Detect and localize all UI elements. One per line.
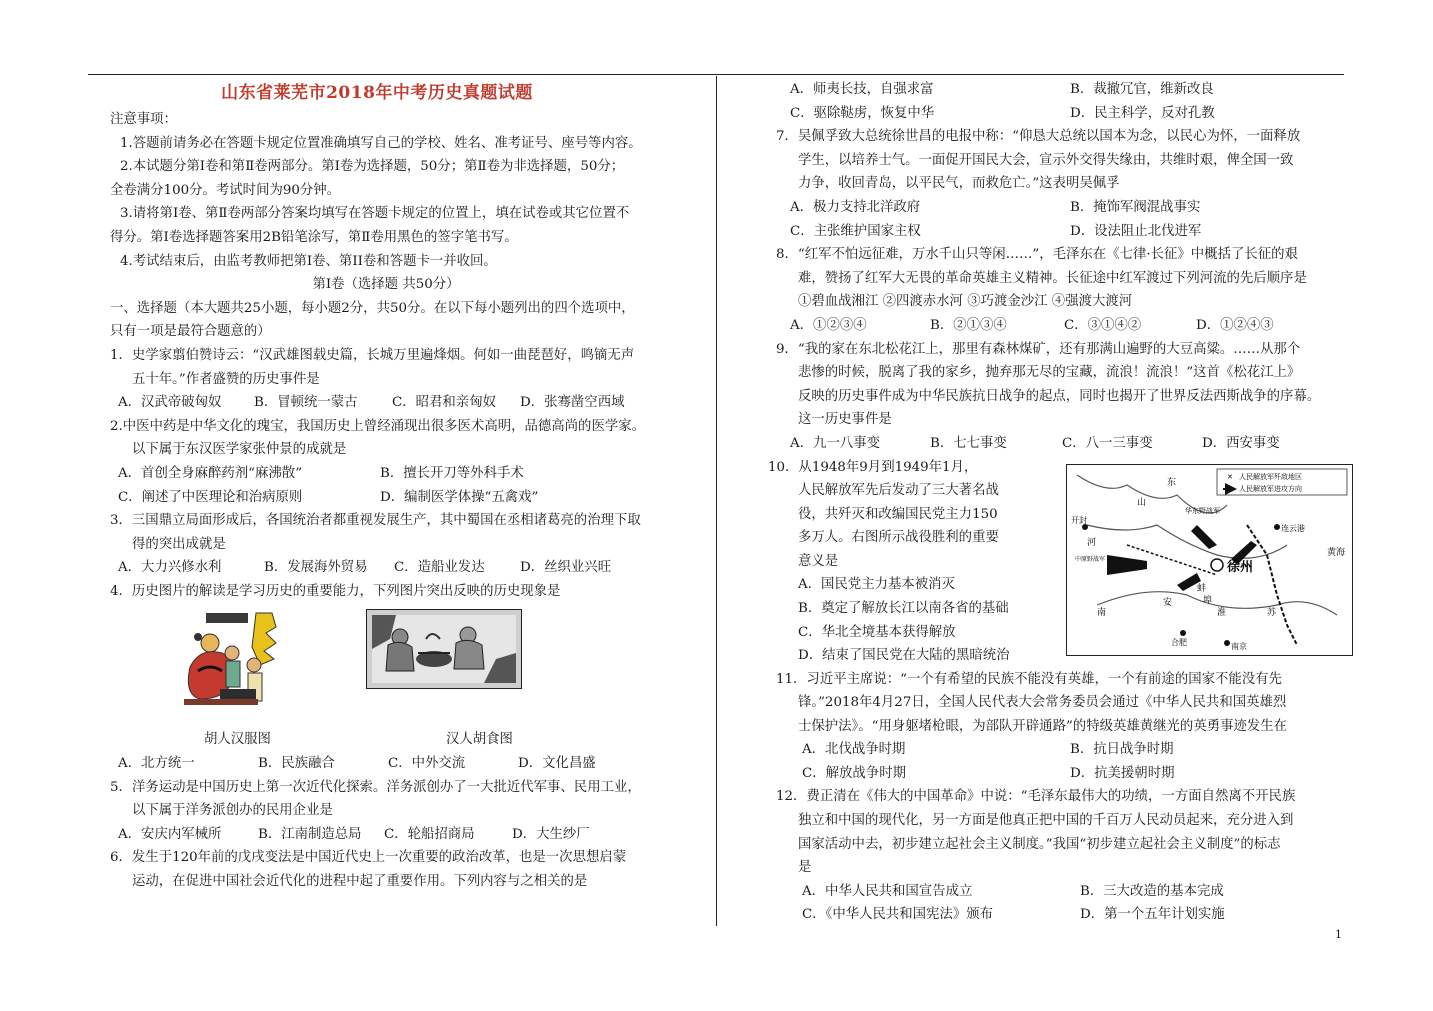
q8-stem-cont2: ①碧血战湘江 ②四渡赤水河 ③巧渡金沙江 ④强渡大渡河 xyxy=(798,294,1133,310)
q11-options-row2 xyxy=(776,762,1348,786)
q7-stem-cont2: 力争，收回青岛，以平民气，而救危亡。”这表明吴佩孚 xyxy=(798,176,1120,192)
q3-option-c[interactable]: C．造船业发达 xyxy=(394,560,485,576)
q8-option-d[interactable]: D．①②④③ xyxy=(1196,317,1274,333)
q4-option-a[interactable]: A．北方统一 xyxy=(118,756,195,772)
q11-stem-cont1: 锋。”2018年4月27日，全国人民代表大会常务委员会通过《中华人民共和国英雄烈 xyxy=(798,695,1287,711)
q6-option-a[interactable]: A．师夷长技，自强求富 xyxy=(790,82,934,97)
q4-option-b[interactable]: B．民族融合 xyxy=(258,756,335,772)
q4-options xyxy=(110,752,662,776)
section1-intro-cont: 只有一项是最符合题意的） xyxy=(110,324,271,340)
q7-options-row2 xyxy=(776,220,1348,244)
q10-text xyxy=(768,456,1066,668)
q3-options xyxy=(110,556,662,580)
q10-option-d[interactable]: D．结束了国民党在大陆的黑暗统治 xyxy=(798,648,1010,664)
q1-option-c[interactable]: C．昭君和亲匈奴 xyxy=(392,395,496,411)
q5-option-c[interactable]: C．轮船招商局 xyxy=(384,826,475,842)
left-column xyxy=(110,78,662,894)
q12-stem: 12．费正清在《伟大的中国革命》中说：“毛泽东最伟大的功绩，一方面自然离不开民族 xyxy=(776,789,1296,805)
huaihai-campaign-map xyxy=(1066,464,1353,656)
q2-options-row2 xyxy=(110,486,662,510)
map-label-central-army: 中原野战军 xyxy=(1075,555,1106,563)
q10-stem: 10．从1948年9月到1949年1月， xyxy=(768,459,978,475)
q12-option-a[interactable]: A．中华人民共和国宣告成立 xyxy=(802,883,973,899)
map-city-hefei: 合肥 xyxy=(1171,637,1187,647)
notice-item-2-cont: 全卷满分100分。考试时间为90分钟。 xyxy=(110,182,341,198)
q6-option-d[interactable]: D．民主科学，反对孔教 xyxy=(1070,105,1215,121)
q7-options-row1 xyxy=(776,196,1348,220)
map-label-he: 河 xyxy=(1087,537,1097,548)
q3-option-a[interactable]: A．大力兴修水利 xyxy=(118,560,222,576)
q10-option-a[interactable]: A．国民党主力基本被消灭 xyxy=(798,577,955,593)
q8-options xyxy=(776,314,1348,338)
q2-option-d[interactable]: D．编制医学体操“五禽戏” xyxy=(380,489,539,505)
part1-heading: 第Ⅰ卷（选择题 共50分） xyxy=(312,277,460,293)
q2-option-c[interactable]: C．阐述了中医理论和治病原则 xyxy=(118,489,303,505)
map-label-shan: 山 xyxy=(1137,497,1147,508)
page-title: 山东省莱芜市2018年中考历史真题试题 xyxy=(221,83,533,103)
map-legend-2: 人民解放军进攻方向 xyxy=(1239,484,1302,493)
q10-stem-cont3: 多万人。右图所示战役胜利的重要 xyxy=(798,530,999,546)
q5-option-b[interactable]: B．江南制造总局 xyxy=(258,826,362,842)
q12-option-b[interactable]: B．三大改造的基本完成 xyxy=(1080,883,1224,899)
hu-han-clothing-picture xyxy=(180,607,292,717)
q1-options xyxy=(110,391,662,415)
q2-option-b[interactable]: B．擅长开刀等外科手术 xyxy=(380,465,524,481)
q11-options-row1 xyxy=(776,738,1348,762)
q6-option-b[interactable]: B．裁撤冗官，维新改良 xyxy=(1070,82,1214,97)
q10-stem-cont2: 役，共歼灭和改编国民党主力150 xyxy=(798,506,998,522)
map-label-yellow-sea: 黄海 xyxy=(1327,547,1346,558)
q8-stem: 8．“红军不怕远征难，万水千山只等闲……”，毛泽东在《七律·长征》中概括了长征的艰 xyxy=(776,247,1298,263)
map-label-jiangsu: 苏 xyxy=(1267,607,1277,618)
q12-options-row2 xyxy=(776,903,1348,927)
q6-stem-cont: 运动，在促进中国社会近代化的进程中起了重要作用。下列内容与之相关的是 xyxy=(132,874,588,890)
q3-stem-cont: 得的突出成就是 xyxy=(132,536,226,552)
q9-option-b[interactable]: B．七七事变 xyxy=(930,435,1007,451)
notice-item-3-cont: 得分。第Ⅰ卷选择题答案用2B铅笔涂写，第Ⅱ卷用黑色的签字笔书写。 xyxy=(110,229,518,245)
q10-stem-cont1: 人民解放军先后发动了三大著名战 xyxy=(798,483,999,499)
q12-options-row1 xyxy=(776,880,1348,904)
q11-option-b[interactable]: B．抗日战争时期 xyxy=(1070,742,1174,758)
q1-stem-cont: 五十年。”作者盛赞的历史事件是 xyxy=(132,371,320,387)
map-label-anhui: 安 xyxy=(1163,597,1173,608)
q1-option-d[interactable]: D．张骞凿空西域 xyxy=(520,395,625,411)
legend-x-icon: ✕ xyxy=(1227,472,1233,481)
q12-stem-cont3: 是 xyxy=(798,860,812,876)
q9-option-d[interactable]: D．西安事变 xyxy=(1202,435,1280,451)
q5-stem: 5．洋务运动是中国历史上第一次近代化探索。洋务派创办了一大批近代军事、民用工业， xyxy=(110,779,641,795)
q3-option-d[interactable]: D．丝织业兴旺 xyxy=(520,560,612,576)
map-label-east-army: 华东野战军 xyxy=(1185,506,1220,515)
top-rule xyxy=(88,74,1344,75)
q8-option-b[interactable]: B．②①③④ xyxy=(930,317,1007,333)
q9-stem: 9．“我的家在东北松花江上，那里有森林煤矿，还有那满山遍野的大豆高粱。……从那个 xyxy=(776,341,1301,357)
q7-option-c[interactable]: C．主张维护国家主权 xyxy=(790,223,921,239)
notice-item-3: 3.请将第Ⅰ卷、第Ⅱ卷两部分答案均填写在答题卡规定的位置上，填在试卷或其它位置不 xyxy=(120,206,630,222)
q4-caption-2: 汉人胡食图 xyxy=(446,732,513,748)
q9-stem-cont2: 反映的历史事件成为中华民族抗日战争的起点，同时也揭开了世界反法西斯战争的序幕。 xyxy=(798,388,1321,404)
map-label-nan: 南 xyxy=(1097,607,1107,618)
q11-option-c[interactable]: C．解放战争时期 xyxy=(802,765,906,781)
q10-block xyxy=(768,456,1348,668)
q2-stem: 2.中医中药是中华文化的瑰宝，我国历史上曾经涌现出很多医术高明，品德高尚的医学家。 xyxy=(110,418,646,434)
q4-option-d[interactable]: D．文化昌盛 xyxy=(518,756,596,772)
q12-stem-cont2: 国家活动中去，初步建立起社会主义制度。”我国“初步建立起社会主义制度”的标志 xyxy=(798,836,1281,852)
q9-options xyxy=(776,432,1348,456)
q9-option-a[interactable]: A．九一八事变 xyxy=(790,435,881,451)
q1-option-a[interactable]: A．汉武帝破匈奴 xyxy=(118,395,222,411)
q6-stem: 6．发生于120年前的戊戌变法是中国近代史上一次重要的政治改革，也是一次思想启蒙 xyxy=(110,850,627,866)
q2-options-row1 xyxy=(110,462,662,486)
q8-stem-cont1: 难，赞扬了红军大无畏的革命英雄主义精神。长征途中红军渡过下列河流的先后顺序是 xyxy=(798,270,1307,286)
q10-stem-cont4: 意义是 xyxy=(798,553,839,569)
q6-options-row1 xyxy=(776,78,1348,102)
q8-option-c[interactable]: C．③①④② xyxy=(1064,317,1142,333)
q2-option-a[interactable]: A．首创全身麻醉药剂“麻沸散” xyxy=(118,465,303,481)
q7-option-a[interactable]: A．极力支持北洋政府 xyxy=(790,199,921,215)
map-label-huai: 淮 xyxy=(1217,607,1227,618)
map-legend-1: 人民解放军歼敌地区 xyxy=(1239,472,1302,481)
map-city-xuzhou: 徐州 xyxy=(1227,559,1254,575)
q9-option-c[interactable]: C．八一三事变 xyxy=(1062,435,1153,451)
han-hu-food-picture xyxy=(366,609,522,689)
q4-pictures xyxy=(110,603,662,728)
notice-item-4: 4.考试结束后，由监考教师把第Ⅰ卷、第II卷和答题卡一并收回。 xyxy=(120,253,497,269)
q5-option-a[interactable]: A．安庆内军械所 xyxy=(118,826,222,842)
notice-item-1: 1.答题前请务必在答题卡规定位置准确填写自己的学校、姓名、准考证号、座号等内容。 xyxy=(120,135,642,151)
column-divider xyxy=(716,76,717,926)
q5-stem-cont: 以下属于洋务派创办的民用企业是 xyxy=(132,803,333,819)
q12-stem-cont1: 独立和中国的现代化，另一方面是他真正把中国的千百万人民动员起来，充分进入到 xyxy=(798,813,1294,829)
q10-option-c[interactable]: C．华北全境基本获得解放 xyxy=(798,624,956,640)
q1-option-b[interactable]: B．冒顿统一蒙古 xyxy=(254,395,358,411)
q9-stem-cont3: 这一历史事件是 xyxy=(798,412,892,428)
q9-stem-cont1: 悲惨的时候，脱离了我的家乡，抛弃那无尽的宝藏，流浪！流浪！”这首《松花江上》 xyxy=(798,365,1301,381)
q1-stem: 1．史学家翦伯赞诗云：“汉武雄图载史篇，长城万里遍烽烟。何如一曲琵琶好，鸣镝无声 xyxy=(110,347,635,363)
notice-item-2: 2.本试题分第Ⅰ卷和第Ⅱ卷两部分。第Ⅰ卷为选择题，50分；第Ⅱ卷为非选择题，50分； xyxy=(120,159,625,175)
q5-option-d[interactable]: D．大生纱厂 xyxy=(512,826,590,842)
q10-option-b[interactable]: B．奠定了解放长江以南各省的基础 xyxy=(798,601,1009,617)
map-label-dong: 东 xyxy=(1167,477,1177,488)
q11-stem-cont2: 士保护法》。“用身躯堵枪眼，为部队开辟通路”的特级英雄黄继光的英勇事迹发生在 xyxy=(798,718,1288,734)
page-number: 1 xyxy=(1335,928,1342,941)
notice-heading: 注意事项： xyxy=(110,112,177,127)
q7-option-d[interactable]: D．设法阻止北伐进军 xyxy=(1070,223,1202,239)
q7-stem-cont1: 学生，以培养士气。一面促开国民大会，宣示外交得失缘由，共维时艰，俾全国一致 xyxy=(798,152,1294,168)
q3-option-b[interactable]: B．发展海外贸易 xyxy=(264,560,368,576)
q4-stem: 4．历史图片的解读是学习历史的重要能力，下列图片突出反映的历史现象是 xyxy=(110,583,561,599)
q12-option-d[interactable]: D．第一个五年计划实施 xyxy=(1080,907,1225,923)
q6-option-c[interactable]: C．驱除鞑虏，恢复中华 xyxy=(790,105,935,121)
map-city-nanjing: 南京 xyxy=(1231,641,1247,651)
q12-option-c[interactable]: C．《中华人民共和国宪法》颁布 xyxy=(802,907,994,923)
q4-option-c[interactable]: C．中外交流 xyxy=(388,756,466,772)
section1-intro: 一、选择题（本大题共25小题，每小题2分，共50分。在以下每小题列出的四个选项中， xyxy=(110,300,635,316)
q7-stem: 7．吴佩孚致大总统徐世昌的电报中称：“仰恳大总统以国本为念，以民心为怀，一面释放 xyxy=(776,129,1301,145)
q4-captions xyxy=(110,728,662,752)
q2-stem-cont: 以下属于东汉医学家张仲景的成就是 xyxy=(132,442,347,458)
map-label-bang: 蚌 xyxy=(1197,583,1207,594)
q4-caption-1: 胡人汉服图 xyxy=(204,732,271,748)
q5-options xyxy=(110,823,662,847)
map-city-lianyungang: 连云港 xyxy=(1281,523,1305,533)
map-city-kaifeng: 开封 xyxy=(1071,515,1087,525)
right-column xyxy=(768,78,1348,927)
q8-option-a[interactable]: A．①②③④ xyxy=(790,317,867,333)
q7-option-b[interactable]: B．掩饰军阀混战事实 xyxy=(1070,199,1201,215)
q11-stem: 11．习近平主席说：“一个有希望的民族不能没有英雄，一个有前途的国家不能没有先 xyxy=(776,671,1282,687)
q11-option-d[interactable]: D．抗美援朝时期 xyxy=(1070,765,1175,781)
q6-options-row2 xyxy=(776,102,1348,126)
q3-stem: 3．三国鼎立局面形成后，各国统治者都重视发展生产，其中蜀国在丞相诸葛亮的治理下取 xyxy=(110,513,641,529)
q11-option-a[interactable]: A．北伐战争时期 xyxy=(802,742,906,758)
map-label-pu: 埠 xyxy=(1203,595,1213,606)
